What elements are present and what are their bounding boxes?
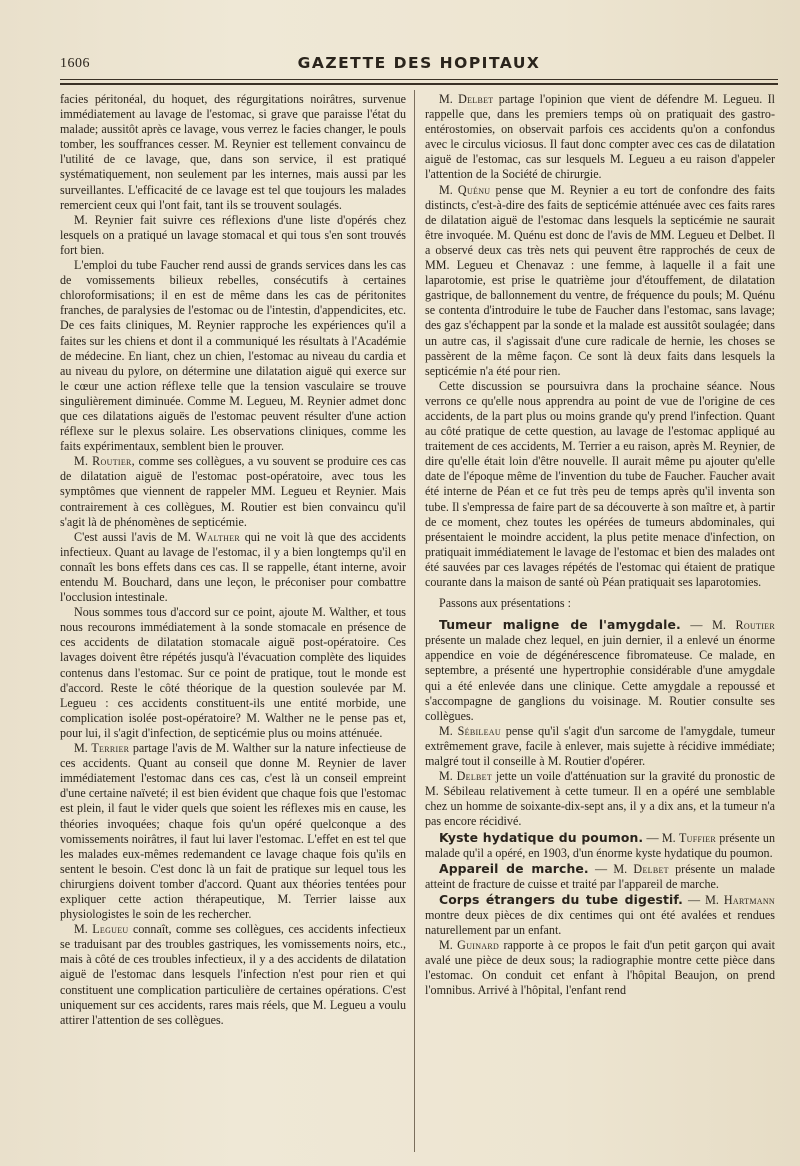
article-paragraph: M. Delbet partage l'opinion que vient de défendre M. Legueu. Il rappelle que, dans les premiers temps où on pratiquait des gastro-entérostomies, on observait parfois ces accidents qu'on a confondus avec le circulus viciosus. Il faut donc compter avec ces cas de dilatation aiguë de l'estomac, cas sur lesquels M. Legueu a eu raison d'appeler l'attention de la Société de chirurgie.: [425, 92, 775, 182]
article-paragraph: C'est aussi l'avis de M. Walther qui ne voit là que des accidents infectieux. Quant au lavage de l'estomac, il y a bien longtemps qu'il en connaît les bons effets dans ces cas. Il se rappelle, étant interne, avoir entendu M. Bouchard, dans une leçon, le préconiser pour combattre l'occlusion intestinale.: [60, 529, 406, 605]
speaker-name: Guinard: [457, 938, 500, 953]
article-paragraph: Corps étrangers du tube digestif. — M. Hartmann montre deux pièces de dix centimes qui ont été avalées et rendues naturellement par un enfant.: [425, 891, 775, 938]
article-paragraph: Kyste hydatique du poumon. — M. Tuffier présente un malade qu'il a opéré, en 1903, d'un énorme kyste hydatique du poumon.: [425, 829, 775, 860]
speaker-name: M. Routier,: [74, 454, 135, 469]
right-column: [425, 92, 775, 1152]
header-rule-thin: [60, 79, 778, 80]
article-paragraph: M. Quénu pense que M. Reynier a eu tort de confondre des faits distincts, c'est-à-dire des faits de septicémie atténuée avec ces faits rares de dilatation aiguë de l'estomac dans lesquels la septicémie ne saurait être invoquée. M. Quénu est donc de l'avis de MM. Legueu et Delbet. Il a observé deux cas très nets qui peuvent être rapprochés de ceux de MM. Legueu et Chenavaz : une femme, à laquelle il a fait une laparotomie, est prise le quatrième jour d'étouffement, de dilatation gastrique, de ballonnement du ventre, de fréquence du pouls; M. Quénu se contenta d'introduire le tube de Faucher dans l'estomac, sans lavage; des gaz s'échappent par la sonde et la malade est aussitôt soulagée; dans un autre cas, il s'agissait d'une cure radicale de hernie, les choses se passèrent de la même façon. Ce sont là deux faits dans lesquels la septicémie n'a été pour rien.: [425, 182, 775, 378]
article-paragraph: M. Terrier partage l'avis de M. Walther sur la nature infectieuse de ces accidents. Quant au conseil que donne M. Reynier de laver immédiatement l'estomac dans ces cas, c'est là un conseil empreint d'une certaine naïveté; il est bien évident que chaque fois que l'estomac est plein, il faut le vider quels que soient les réflexes mis en cause, les théories invoquées; chaque fois qu'un opéré quelconque a des vomissements noirâtres, il faut lui laver l'estomac. L'effet en est tel que les malades eux-mêmes redemandent ce lavage chaque fois qu'ils en sentent le besoin. C'est donc là un fait de pratique sur lequel tous les chirurgiens doivent tomber d'accord. Quant aux théories tentées pour expliquer cette action thérapeutique, M. Terrier laisse aux physiologistes le soin de les rechercher.: [60, 741, 406, 922]
article-paragraph: Cette discussion se poursuivra dans la prochaine séance. Nous verrons ce qu'elle nous apprendra au point de vue de l'origine de ces accidents, de la part plus ou moins grande qu'y prend l'infection. Quant au côté pratique de cette question, au lavage de l'estomac appliqué au traitement de ces accidents, M. Terrier a eu raison, après M. Reynier, de dire qu'elle était loin d'être nouvelle. Il aurait même pu ajouter qu'elle date de l'époque même de l'invention du tube de Faucher. Faucher avait été interne de Péan et ce fut très peu de temps après qu'il inventa son tube. Il s'empressa de faire part de sa découverte à son maître et, à partir de ce moment, chez toutes les opérées de tumeurs abdominales, qui présentaient le moindre accident, la plus petite menace d'infection, on pratiquait immédiatement le lavage de l'estomac et bien des malades ont été sauvées par ces lavages répétés de l'estomac qui étaient de pratique courante dans la maison de santé où Péan pratiquait ses laparotomies.: [425, 378, 775, 589]
article-paragraph: facies péritonéal, du hoquet, des régurgitations noirâtres, survenue immédiatement au lavage de l'estomac, si grave que paraisse l'état du malade; aussitôt après ce lavage, vous verrez le facies changer, le pouls tomber, les souffrances cesser. M. Reynier est tellement convaincu de l'utilité de ce lavage, que, dans son service, il est pratiqué systématiquement, non seulement par les internes, mais aussi par les surveillantes. L'efficacité de ce lavage est tel que toujours les malades remercient ceux qui l'ont fait, tant ils se trouvent soulagés.: [60, 92, 406, 212]
left-column: [60, 92, 406, 1152]
speaker-name: Sébileau: [457, 723, 501, 738]
speaker-name: Terrier: [91, 741, 130, 756]
column-divider: [414, 90, 415, 1152]
article-paragraph: M. Reynier fait suivre ces réflexions d'une liste d'opérés chez lesquels on a pratiqué un lavage stomacal et qui tous s'en sont trouvés fort bien.: [60, 212, 406, 257]
speaker-name: Legueu: [92, 922, 129, 937]
article-paragraph: Tumeur maligne de l'amygdale. — M. Routier présente un malade chez lequel, en juin dernier, il a enlevé un énorme appendice en voie de dégénérescence fibromateuse. Ce malade, en septembre, a présenté une hypertrophie considérable d'une amygdale qui a été enlevée dans une clinique. Cette amygdale a repoussé et s'accompagne de ganglions du voisinage. M. Routier consulte ses collègues.: [425, 617, 775, 723]
article-paragraph: M. Sébileau pense qu'il s'agit d'un sarcome de l'amygdale, tumeur extrêmement grave, facile à enlever, mais sujette à récidive immédiate; malgré tout il conseille à M. Routier d'opérer.: [425, 723, 775, 769]
speaker-name: Delbet: [456, 769, 493, 784]
journal-title: GAZETTE DES HOPITAUX: [297, 54, 541, 72]
speaker-name: Quénu: [457, 182, 491, 197]
speaker-name: Delbet: [458, 92, 494, 106]
article-paragraph: L'emploi du tube Faucher rend aussi de grands services dans les cas de vomissements bilieux rebelles, consécutifs à certaines chloroformisations; il en est de même dans les cas de péritonites franches, de paralysies de l'estomac ou de l'intestin, d'appendicites, etc. De ces faits cliniques, M. Reynier rapproche les expériences qu'il a faites sur les chiens et dont il a communiqué les résultats à l'Académie de médecine. En liant, chez un chien, l'estomac au niveau du cardia et au niveau du pylore, on détermine une dilatation aiguë qui exerce sur le cœur une action réflexe telle que la tension vasculaire se trouve singulièrement diminuée. Comme M. Legueu, M. Reynier admet donc que ces dilatations aiguës de l'estomac peuvent résulter d'une action réflexe sur le plexus solaire. Les observations cliniques, comme les faits expérimentaux, semblent bien le prouver.: [60, 258, 406, 454]
header-rule-thick: [60, 83, 778, 85]
section-heading: Tumeur maligne de l'amygdale.: [439, 617, 681, 633]
article-paragraph: Passons aux présentations :: [439, 596, 572, 611]
article-paragraph: M. Guinard rapporte à ce propos le fait d'un petit garçon qui avait avalé une pièce de deux sous; la radiographie montre cette pièce dans l'estomac. On conduit cet enfant à l'hôpital Beaujon, on prend l'omnibus. Arrivé à l'hôpital, l'enfant rend: [425, 938, 775, 998]
page-header: [60, 52, 778, 78]
speaker-name: Walther: [195, 529, 240, 544]
article-paragraph: M. Legueu connaît, comme ses collègues, ces accidents infectieux se traduisant par des troubles gastriques, les vomissements noirs, etc., mais à côté de ces troubles infectieux, il y a des accidents de dilatation aiguë de l'estomac dans lesquels l'infection n'est pour rien et qui constituent une complication particulière de certaines opérations. C'est uniquement sur ces accidents, rares mais réels, que M. Legueu a voulu attirer l'attention de ses collègues.: [60, 922, 406, 1027]
article-paragraph: Appareil de marche. — M. Delbet présente un malade atteint de fracture de cuisse et traité par l'appareil de marche.: [425, 860, 775, 891]
article-paragraph: Nous sommes tous d'accord sur ce point, ajoute M. Walther, et tous nous recourons immédiatement à la sonde stomacale en présence de ces accidents de dilatation stomacale aiguë post-opératoire. Ces lavages doivent être répétés jusqu'à l'évacuation complète des liquides contenus dans l'estomac. Sur ce point de pratique, tout le monde est d'accord. Reste le côté théorique de la question soulevée par M. Legueu : ces accidents constituent-ils une entité morbide, une complication isolée post-opératoire? M. Walther ne le pense pas et, pour lui, il s'agit d'infection, de septicémie plus ou moins atténuée.: [60, 605, 406, 740]
section-heading: Appareil de marche.: [439, 860, 589, 876]
page-number: 1606: [60, 56, 90, 71]
article-paragraph: M. Delbet jette un voile d'atténuation sur la gravité du pronostic de M. Sébileau relativement à cette tumeur. Il en a opéré une semblable chez un homme de soixante-dix-sept ans, il y a dix ans, et la tumeur n'a pas encore récidivé.: [425, 769, 775, 829]
section-heading: Corps étrangers du tube digestif.: [439, 891, 683, 907]
section-heading: Kyste hydatique du poumon.: [439, 829, 644, 845]
article-paragraph: M. Routier, comme ses collègues, a vu souvent se produire ces cas de dilatation aiguë de l'estomac post-opératoire, avec tous les symptômes que viennent de rappeler MM. Legueu et Reynier. Mais contrairement à ces collègues, M. Routier est bien convaincu qu'il s'agit là de phénomènes de septicémie.: [60, 454, 406, 529]
